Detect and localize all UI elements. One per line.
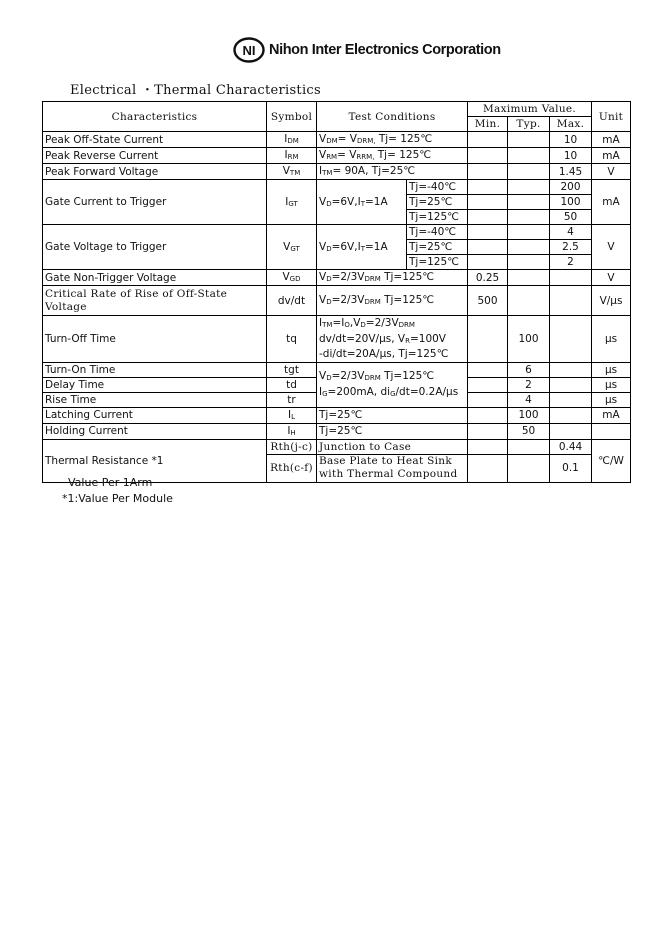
row-symbol: td <box>267 377 317 392</box>
table-row <box>43 225 631 240</box>
header-maximum-value: Maximum Value. <box>468 102 592 117</box>
table-row <box>43 423 631 439</box>
row-min <box>468 210 508 225</box>
table-row <box>43 316 631 363</box>
characteristics-table <box>42 101 631 483</box>
footnotes <box>62 475 173 507</box>
header-typ: Typ. <box>508 117 550 132</box>
row-condition: Base Plate to Heat Sink with Thermal Compound <box>317 454 468 482</box>
row-name: Critical Rate of Rise of Off-State Voltage <box>43 286 267 316</box>
header-min: Min. <box>468 117 508 132</box>
company-name: Nihon Inter Electronics Corporation <box>269 42 501 58</box>
row-max: 10 <box>550 132 592 148</box>
row-symbol: $V_{GT}$ <box>267 225 317 270</box>
row-symbol: Rth(j-c) <box>267 439 317 454</box>
row-name: Delay Time <box>43 377 267 392</box>
row-symbol: $V_{TM}$ <box>267 164 317 180</box>
row-symbol: tr <box>267 392 317 407</box>
row-typ: 100 <box>508 407 550 423</box>
company-header <box>233 37 501 63</box>
row-unit: mA <box>592 180 631 225</box>
row-temperature: Tj=-40℃ <box>407 180 468 195</box>
header-conditions: Test Conditions <box>317 102 468 132</box>
row-typ <box>508 195 550 210</box>
header-unit: Unit <box>592 102 631 132</box>
table-row <box>43 362 631 377</box>
row-unit: V <box>592 270 631 286</box>
row-symbol: tq <box>267 316 317 363</box>
row-name: Peak Off-State Current <box>43 132 267 148</box>
row-min <box>468 377 508 392</box>
row-temperature: Tj=-40℃ <box>407 225 468 240</box>
row-temperature: Tj=25℃ <box>407 240 468 255</box>
row-max: 100 <box>550 195 592 210</box>
row-unit: ℃/W <box>592 439 631 482</box>
row-min <box>468 132 508 148</box>
table-row <box>43 148 631 164</box>
row-min: 0.25 <box>468 270 508 286</box>
row-symbol: $I_{GT}$ <box>267 180 317 225</box>
row-max <box>550 407 592 423</box>
table-row <box>43 164 631 180</box>
row-typ: 50 <box>508 423 550 439</box>
row-unit: μs <box>592 392 631 407</box>
row-condition: $V_{RM}= V_{RRM,}$ Tj= 125℃ <box>317 148 468 164</box>
row-name: Latching Current <box>43 407 267 423</box>
row-symbol: tgt <box>267 362 317 377</box>
table-row <box>43 407 631 423</box>
row-max <box>550 377 592 392</box>
row-name: Thermal Resistance *1 <box>43 439 267 482</box>
row-name: Gate Non-Trigger Voltage <box>43 270 267 286</box>
row-condition: Junction to Case <box>317 439 468 454</box>
row-typ: 2 <box>508 377 550 392</box>
row-max <box>550 286 592 316</box>
row-name: Gate Voltage to Trigger <box>43 225 267 270</box>
row-condition: $V_D=6V,I_T=1A$ <box>317 225 407 270</box>
row-condition: $V_D=2/3V_{DRM}$ Tj=125℃ <box>317 270 468 286</box>
footnote-value-per-arm: Value Per 1Arm <box>68 476 153 489</box>
row-min <box>468 255 508 270</box>
row-symbol: $V_{GD}$ <box>267 270 317 286</box>
row-unit: mA <box>592 407 631 423</box>
row-max <box>550 423 592 439</box>
row-name: Peak Forward Voltage <box>43 164 267 180</box>
row-min <box>468 454 508 482</box>
row-max: 2 <box>550 255 592 270</box>
row-min <box>468 164 508 180</box>
row-max <box>550 316 592 363</box>
row-unit: mA <box>592 148 631 164</box>
row-symbol: $I_H$ <box>267 423 317 439</box>
row-temperature: Tj=125℃ <box>407 255 468 270</box>
row-symbol: Rth(c-f) <box>267 454 317 482</box>
row-symbol: $I_{DM}$ <box>267 132 317 148</box>
row-unit: mA <box>592 132 631 148</box>
row-min <box>468 148 508 164</box>
row-condition: $V_{DM}= V_{DRM,}$ Tj= 125℃ <box>317 132 468 148</box>
row-typ <box>508 240 550 255</box>
row-max: 10 <box>550 148 592 164</box>
row-condition: Tj=25℃ <box>317 423 468 439</box>
row-unit: V <box>592 225 631 270</box>
row-typ <box>508 164 550 180</box>
row-typ <box>508 225 550 240</box>
header-max: Max. <box>550 117 592 132</box>
row-unit: μs <box>592 362 631 377</box>
row-typ: 4 <box>508 392 550 407</box>
company-logo-icon <box>233 37 265 63</box>
row-condition: $I_{TM}= 90A$, Tj=25℃ <box>317 164 468 180</box>
row-temperature: Tj=125℃ <box>407 210 468 225</box>
row-condition: Tj=25℃ <box>317 407 468 423</box>
row-condition: $V_D=2/3V_{DRM}$ Tj=125℃ <box>317 286 468 316</box>
row-max: 2.5 <box>550 240 592 255</box>
table-header-row <box>43 102 631 117</box>
row-min <box>468 180 508 195</box>
table-row <box>43 180 631 195</box>
row-typ <box>508 270 550 286</box>
row-typ: 6 <box>508 362 550 377</box>
row-symbol: $I_L$ <box>267 407 317 423</box>
table-row <box>43 286 631 316</box>
row-unit: V/μs <box>592 286 631 316</box>
row-max: 4 <box>550 225 592 240</box>
row-min <box>468 407 508 423</box>
row-typ <box>508 148 550 164</box>
row-typ <box>508 255 550 270</box>
logo-lettering: NI <box>242 43 256 58</box>
row-min <box>468 423 508 439</box>
row-min: 500 <box>468 286 508 316</box>
row-max <box>550 270 592 286</box>
row-max <box>550 392 592 407</box>
row-max <box>550 362 592 377</box>
row-max: 200 <box>550 180 592 195</box>
table-row <box>43 132 631 148</box>
row-min <box>468 439 508 454</box>
row-max: 1.45 <box>550 164 592 180</box>
row-min <box>468 225 508 240</box>
row-name: Rise Time <box>43 392 267 407</box>
row-max: 0.44 <box>550 439 592 454</box>
row-typ <box>508 286 550 316</box>
row-temperature: Tj=25℃ <box>407 195 468 210</box>
row-name: Turn-Off Time <box>43 316 267 363</box>
row-symbol: $I_{RM}$ <box>267 148 317 164</box>
row-min <box>468 362 508 377</box>
row-typ <box>508 210 550 225</box>
header-characteristics: Characteristics <box>43 102 267 132</box>
row-unit: μs <box>592 377 631 392</box>
row-name: Gate Current to Trigger <box>43 180 267 225</box>
header-symbol: Symbol <box>267 102 317 132</box>
row-typ <box>508 454 550 482</box>
row-min <box>468 392 508 407</box>
row-symbol: dv/dt <box>267 286 317 316</box>
row-min <box>468 316 508 363</box>
row-name: Peak Reverse Current <box>43 148 267 164</box>
row-unit: μs <box>592 316 631 363</box>
row-name: Turn-On Time <box>43 362 267 377</box>
footnote-value-per-module: *1:Value Per Module <box>62 492 173 505</box>
table-row <box>43 270 631 286</box>
row-min <box>468 240 508 255</box>
row-condition: $I_{TM}=I_O,V_D=2/3V_{DRM}$ dv/dt=20V/μs, $V_R=100V$ -di/dt=20A/μs, Tj=125℃ <box>317 316 468 363</box>
row-unit <box>592 423 631 439</box>
row-typ <box>508 180 550 195</box>
table-row <box>43 439 631 454</box>
row-min <box>468 195 508 210</box>
row-typ: 100 <box>508 316 550 363</box>
row-typ <box>508 132 550 148</box>
page-title: Electrical ・Thermal Characteristics <box>70 83 321 98</box>
row-unit: V <box>592 164 631 180</box>
row-condition: $V_D=2/3V_{DRM}$ Tj=125℃ $I_G=200mA$, $di_G/dt=0.2A/\mu s$ <box>317 362 468 407</box>
row-typ <box>508 439 550 454</box>
row-name: Holding Current <box>43 423 267 439</box>
row-max: 50 <box>550 210 592 225</box>
row-max: 0.1 <box>550 454 592 482</box>
row-condition: $V_D=6V,I_T=1A$ <box>317 180 407 225</box>
